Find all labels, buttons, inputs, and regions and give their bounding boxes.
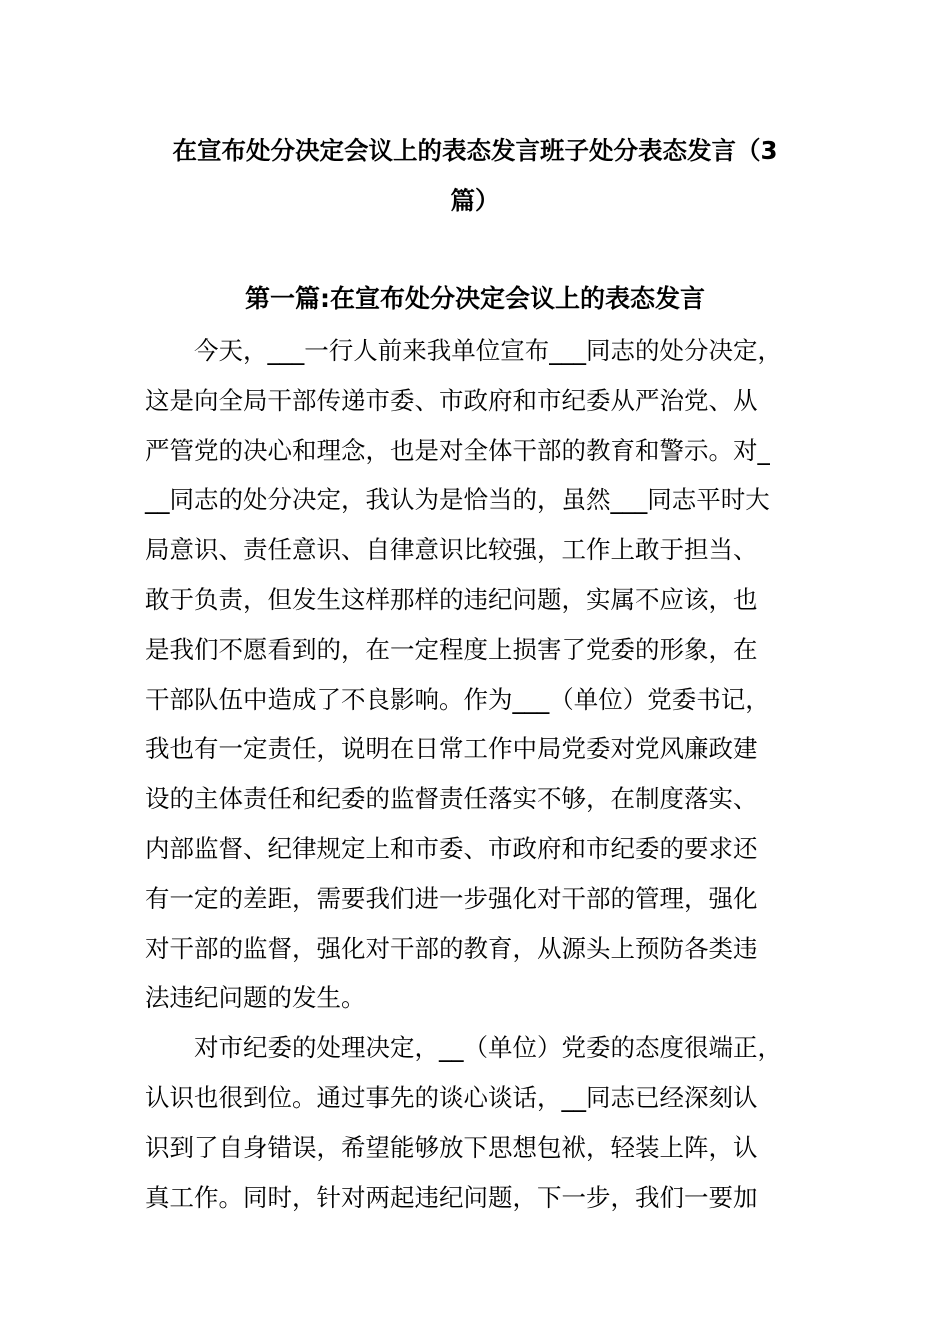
paragraph-1-line: __同志的处分决定，我认为是恰当的，虽然___同志平时大 [145, 485, 770, 515]
paragraph-1-line: 内部监督、纪律规定上和市委、市政府和市纪委的要求还 [145, 833, 758, 863]
paragraph-1-line: 这是向全局干部传递市委、市政府和市纪委从严治党、从 [145, 385, 758, 415]
paragraph-1-line: 局意识、责任意识、自律意识比较强，工作上敢于担当、 [145, 535, 758, 565]
paragraph-1-line: 设的主体责任和纪委的监督责任落实不够，在制度落实、 [145, 784, 758, 814]
paragraph-1-line: 有一定的差距，需要我们进一步强化对干部的管理，强化 [145, 883, 758, 913]
paragraph-1-line: 我也有一定责任，说明在日常工作中局党委对党风廉政建 [145, 734, 758, 764]
section-title: 第一篇:在宣布处分决定会议上的表态发言 [245, 284, 705, 313]
paragraph-1-line: 今天，___一行人前来我单位宣布___同志的处分决定， [194, 336, 782, 365]
paragraph-1-line: 严管党的决心和理念，也是对全体干部的教育和警示。对_ [145, 435, 770, 465]
paragraph-1-line: 对干部的监督，强化对干部的教育，从源头上预防各类违 [145, 933, 758, 963]
paragraph-2-line: 认识也很到位。通过事先的谈心谈话，__同志已经深刻认 [145, 1082, 758, 1112]
paragraph-2-line: 识到了自身错误，希望能够放下思想包袱，轻装上阵，认 [145, 1132, 758, 1162]
paragraph-1-line: 法违纪问题的发生。 [145, 983, 366, 1013]
title-line-1: 在宣布处分决定会议上的表态发言班子处分表态发言（3 [172, 136, 778, 165]
paragraph-2-line: 真工作。同时，针对两起违纪问题，下一步，我们一要加 [145, 1182, 758, 1212]
paragraph-1-line: 是我们不愿看到的，在一定程度上损害了党委的形象，在 [145, 634, 758, 664]
paragraph-1-line: 干部队伍中造成了不良影响。作为___（单位）党委书记， [145, 684, 770, 714]
paragraph-1-line: 敢于负责，但发生这样那样的违纪问题，实属不应该，也 [145, 584, 758, 614]
body-text [145, 326, 835, 1222]
paragraph-2-line: 对市纪委的处理决定，__（单位）党委的态度很端正， [194, 1033, 782, 1063]
title-line-2: 篇） [450, 185, 500, 215]
document-title [140, 126, 810, 226]
